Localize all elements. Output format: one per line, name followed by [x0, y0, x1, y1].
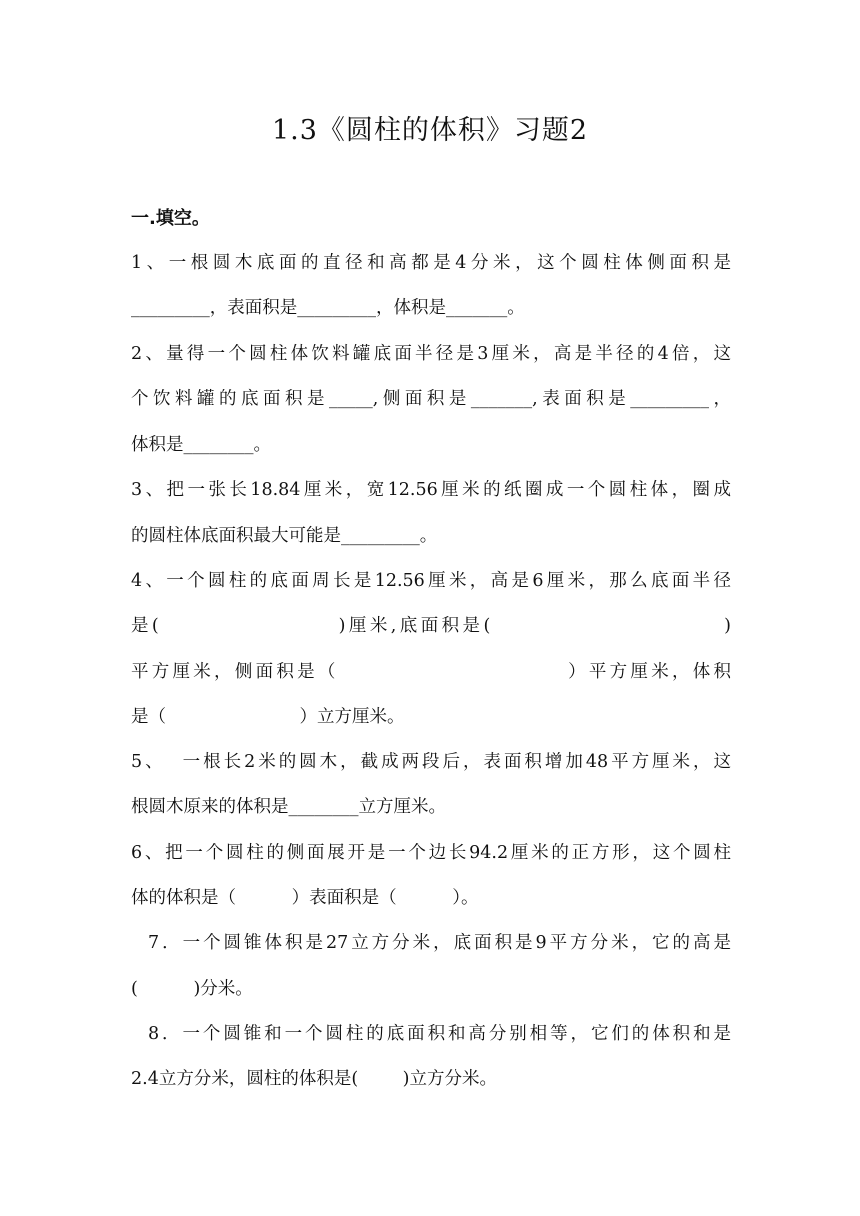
question-2-line-1: 2、量得一个圆柱体饮料罐底面半径是3厘米，高是半径的4倍，这: [131, 344, 731, 364]
question-1-line-1: 1、一根圆木底面的直径和高都是4分米，这个圆柱体侧面积是: [131, 253, 731, 273]
question-6-line-1: 6、把一个圆柱的侧面展开是一个边长94.2厘米的正方形，这个圆柱: [131, 843, 731, 863]
section-heading: 一.填空。: [131, 208, 210, 229]
question-7-line-1: 7．一个圆锥体积是27立方分米，底面积是9平方分米，它的高是: [148, 933, 731, 953]
question-2-line-3: 体积是________。: [131, 435, 271, 455]
question-4-line-4: 是（ ）立方厘米。: [131, 707, 405, 727]
question-5-line-2: 根圆木原来的体积是________立方厘米。: [131, 797, 446, 817]
question-4-line-3: 平方厘米，侧面积是（ ）平方厘米，体积: [131, 662, 731, 682]
document-title: 1.3《圆柱的体积》习题2: [271, 115, 589, 146]
question-3-line-1: 3、把一张长18.84厘米，宽12.56厘米的纸圈成一个圆柱体，圈成: [131, 480, 731, 500]
question-3-line-2: 的圆柱体底面积最大可能是_________。: [131, 526, 438, 546]
question-4-line-1: 4、一个圆柱的底面周长是12.56厘米，高是6厘米，那么底面半径: [131, 571, 731, 591]
question-4-line-2: 是( )厘米,底面积是( ): [131, 616, 731, 636]
question-2-line-2: 个饮料罐的底面积是_____,侧面积是_______,表面积是_________，: [131, 389, 731, 409]
question-1-line-2: _________，表面积是_________，体积是_______。: [131, 298, 525, 318]
question-5-line-1: 5、 一根长2米的圆木，截成两段后，表面积增加48平方厘米，这: [131, 752, 731, 772]
question-6-line-2: 体的体积是（ ）表面积是（ ）。: [131, 888, 479, 908]
question-7-line-2: ( )分米。: [131, 979, 253, 999]
question-8-line-1: 8．一个圆锥和一个圆柱的底面积和高分别相等，它们的体积和是: [148, 1024, 731, 1044]
question-8-line-2: 2.4立方分米，圆柱的体积是( )立方分米。: [131, 1069, 497, 1089]
